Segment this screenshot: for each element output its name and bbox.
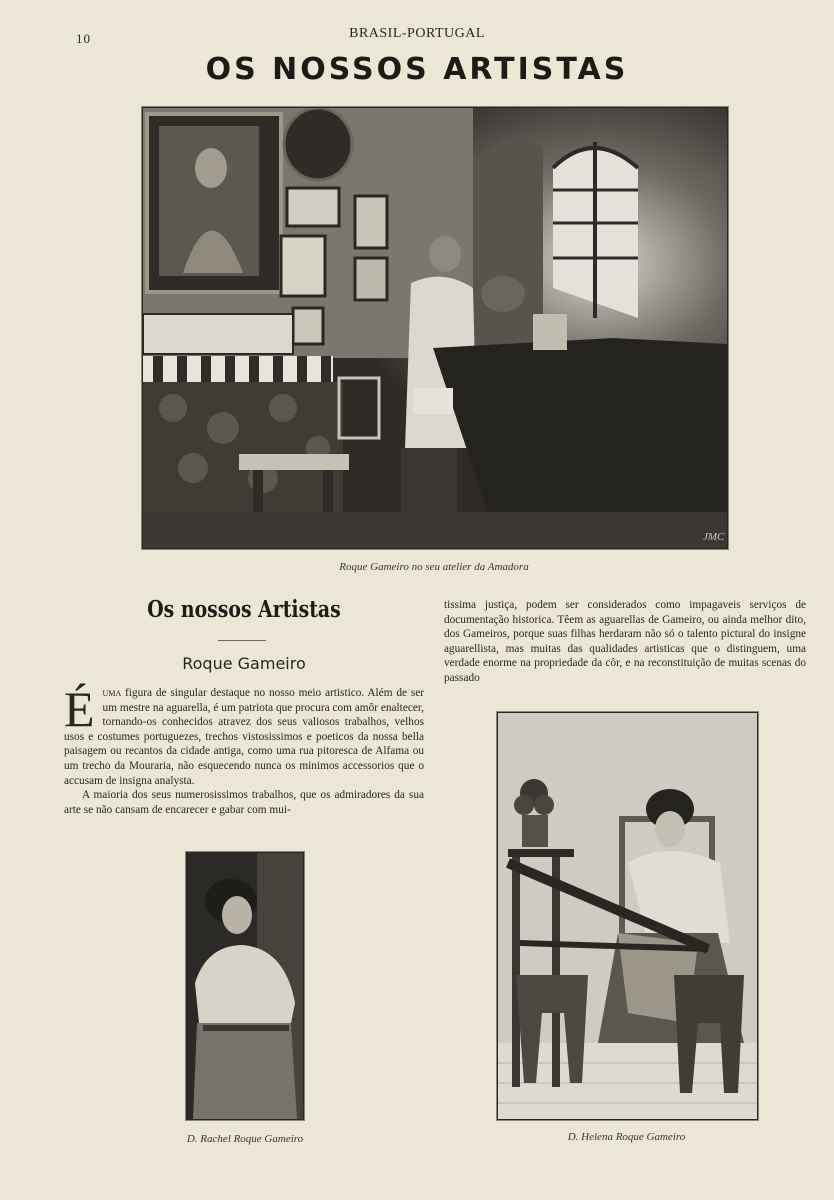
article-column-left <box>64 681 424 817</box>
article-subtitle: Roque Gameiro <box>182 654 306 673</box>
rachel-caption: D. Rachel Roque Gameiro <box>186 1133 304 1145</box>
rachel-photo-illustration <box>187 853 303 1119</box>
drop-cap: É <box>64 681 95 737</box>
atelier-caption: Roque Gameiro no seu atelier da Amadora <box>339 561 529 573</box>
helena-photo <box>497 712 758 1120</box>
running-head: BRASIL-PORTUGAL <box>349 26 485 41</box>
rachel-photo <box>186 852 304 1120</box>
paragraph-2: A maioria dos seus numerosissimos trabalhos, que os admiradores da sua arte se não cansam de encarecer e gabar com mui- <box>64 789 424 816</box>
title-divider <box>218 640 266 641</box>
paragraph-1-text: figura de singular destaque no nosso meio artistico. Além de ser um mestre na aguarella, é um patriota que procura com amôr enaltecer, tornando-os conhecidos atravez dos seus valiosos trabalhos, velhos usos e costumes portuguezes, trechos vistosissimos e poeticos da nossa bella paisagem ou recantos da cidade antiga, como uma rua pitoresca de Alfama ou um trecho da Mouraria, não esquecendo nunca os minimos accessorios que o accusam de insigna analysta. <box>64 687 424 787</box>
helena-caption: D. Helena Roque Gameiro <box>567 1131 686 1143</box>
page-number: 10 <box>76 31 91 46</box>
article-column-right: tissima justiça, podem ser considerados como impagaveis serviços de documentação historica. Têem as aguarellas de Gameiro, ou ainda melhor dito, dos Gameiros, porque suas filhas herdaram não só o talento pictural do insigne aguarellista, mas muitas das qualidades artisticas que o distinguem, uma verdade enorme na propriedade da côr, e na reconstituição de muitas scenas do passado <box>444 599 806 684</box>
helena-photo-illustration <box>498 713 757 1119</box>
paragraph-1 <box>64 681 424 788</box>
section-banner: OS NOSSOS ARTISTAS <box>205 52 629 87</box>
atelier-photo <box>142 107 728 549</box>
article-title: Os nossos Artistas <box>147 596 341 623</box>
atelier-photo-illustration <box>143 108 727 548</box>
photo-monogram: JMC <box>703 531 725 543</box>
lead-word: uma <box>102 687 122 699</box>
